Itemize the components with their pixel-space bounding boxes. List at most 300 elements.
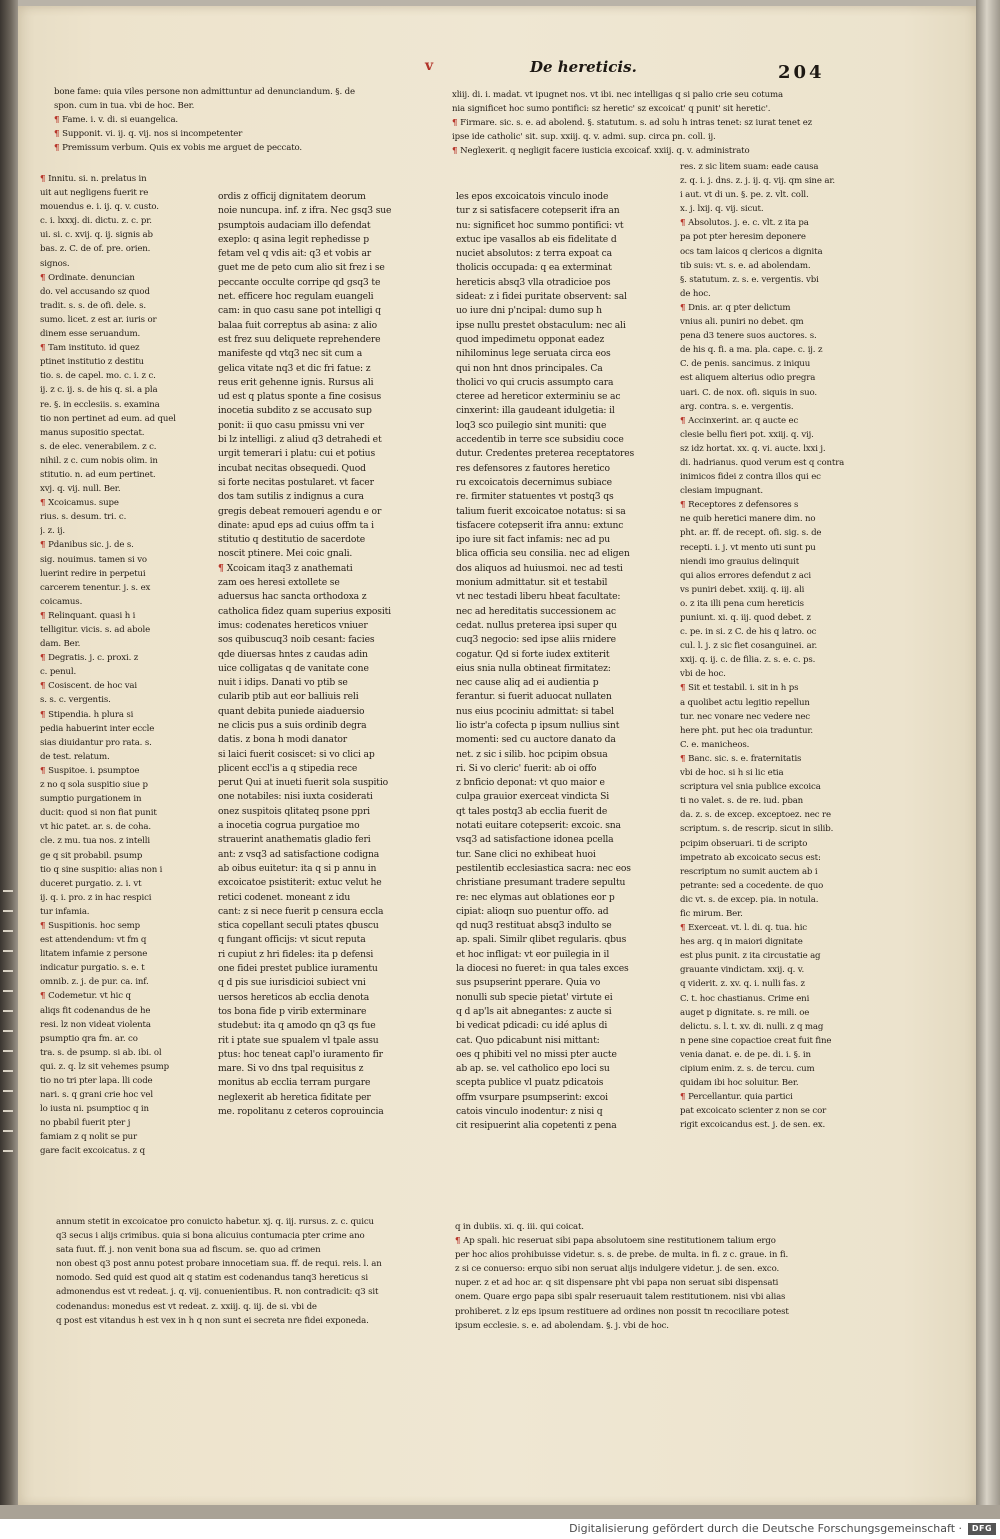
text-line: one fidei prestet publice iuramentu — [218, 963, 378, 975]
text-line: ab oibus euitetur: ita q si p annu in — [218, 862, 377, 874]
text-line: aduersus hac sancta orthodoxa z — [218, 591, 367, 603]
text-line: tholicis occupada: q ea exterminat — [456, 262, 612, 274]
text-line: rit i ptate sue spualem vl tpale assu — [218, 1034, 379, 1046]
text-line: notati euitare cotepserit: excoic. sna — [456, 820, 621, 832]
text-line: tio. s. de capel. mo. c. i. z c. — [40, 371, 156, 382]
text-line: pht. ar. ff. de recept. ofi. sig. s. de — [680, 528, 822, 539]
text-line: bi vedicat pdicadi: cu idé aplus di — [456, 1020, 608, 1032]
text-line: duceret purgatio. z. i. vt — [40, 878, 142, 889]
text-line: one notabiles: nisi iuxta cosiderati — [218, 791, 373, 803]
text-line: nonulli sub specie pietat' virtute ei — [456, 991, 613, 1003]
ruler-tick — [3, 1130, 13, 1132]
text-line-content: Stipendia. h plura si — [48, 709, 134, 720]
text-line: ducit: quod si non fiat punit — [40, 808, 157, 819]
text-line: est attendendum: vt fm q — [40, 935, 147, 946]
text-line: coicamus. — [40, 596, 83, 607]
text-line: tur infamia. — [40, 906, 90, 917]
text-line: ordis z officij dignitatem deorum — [218, 191, 366, 202]
text-line: here pht. put hec oia traduntur. — [680, 725, 814, 736]
scan-left-edge — [0, 0, 18, 1539]
text-line: retici codenet. moneant z idu — [218, 891, 351, 903]
text-line: C. t. hoc chastianus. Crime eni — [680, 993, 810, 1004]
text-line: est plus punit. z ita circustatie ag — [680, 951, 821, 962]
text-line: nari. s. q grani crie hoc vel — [40, 1090, 153, 1101]
text-line: ptus: hoc teneat capl'o iuramento fir — [218, 1048, 383, 1060]
text-line: c. i. lxxxj. di. dictu. z. c. pr. — [40, 216, 152, 227]
text-line: cul. l. j. z sic fiet cosanguinei. ar. — [680, 641, 818, 652]
paragraph-mark-icon: ¶ — [40, 991, 49, 1002]
text-line: cle. z mu. tua nos. z intelli — [40, 836, 150, 847]
text-line — [54, 113, 449, 127]
text-line: est aliquem alterius odio pregra — [680, 373, 816, 384]
paragraph-mark-icon: ¶ — [680, 302, 689, 313]
text-line: aliqs fit codenandus de he — [40, 1005, 151, 1016]
text-line: cedat. nullus preterea ipsi super qu — [456, 619, 617, 631]
text-line: clesie bellu fieri pot. xxiij. q. vij. — [680, 429, 814, 440]
text-line: nuit i idips. Danati vo ptib se — [218, 677, 348, 689]
text-line: cularib ptib aut eor balliuis reli — [218, 691, 359, 703]
text-line: grauante vindictam. xxij. q. v. — [680, 965, 805, 976]
text-line-content: Fame. i. v. di. si euangelica. — [62, 115, 179, 126]
text-line: delictu. s. l. t. xv. di. nulli. z q mag — [680, 1021, 824, 1032]
text-line-content: Banc. sic. s. e. fraternitatis — [688, 753, 802, 764]
ruler-tick — [3, 1070, 13, 1072]
text-line: plicent eccl'is a q stipedia rece — [218, 762, 358, 774]
text-line: ferantur. si fuerit aduocat nullaten — [456, 691, 612, 703]
text-line: nuper. z et ad hoc ar. q sit dispensare pht vbi papa non seruat sibi dispensati — [455, 1278, 779, 1289]
text-line-content: Supponit. vi. ij. q. vij. nos si incompetenter — [62, 129, 243, 140]
text-line — [40, 708, 205, 722]
text-line: rius. s. desum. tri. c. — [40, 512, 127, 523]
text-line: q d pis sue iurisdicioi subiect vni — [218, 977, 366, 989]
text-line: §. statutum. z. s. e. vergentis. vbi — [680, 274, 819, 285]
text-line: qui. z. q. lz sit vehemes psump — [40, 1061, 169, 1072]
text-line: codenandus: monedus est vt redeat. z. xxiij. q. iij. de si. vbi de — [56, 1301, 317, 1312]
paragraph-mark-icon: ¶ — [40, 920, 49, 931]
text-line: eius snia nulla obtineat firmitatez: — [456, 662, 611, 674]
text-line: sideat: z i fidei puritate observent: sal — [456, 291, 627, 303]
text-line-content: Suspitoe. i. psumptoe — [48, 765, 140, 776]
text-line: hes arg. q in maiori dignitate — [680, 937, 803, 948]
paragraph-mark-icon: ¶ — [54, 143, 63, 154]
dfg-logo: DFG — [968, 1523, 996, 1535]
text-line: monium admittatur. sit et testabil — [456, 577, 608, 589]
paragraph-mark-icon: ¶ — [452, 146, 461, 157]
ruler-tick — [3, 1090, 13, 1092]
text-line: stitutio. n. ad eum pertinet. — [40, 469, 156, 480]
text-line: a inocetia cogrua purgatioe mo — [218, 820, 360, 832]
text-line: perut Qui at inueti fuerit sola suspitio — [218, 777, 389, 789]
text-line: ipse ide catholic' sit. sup. xxiij. q. v. admi. sup. circa pn. coll. ij. — [452, 132, 716, 143]
text-line: x. j. lxij. q. vij. sicut. — [680, 204, 764, 215]
text-line-content: Ordinate. denuncian — [48, 272, 135, 283]
text-line: extuc ipe vasallos ab eis fidelitate d — [456, 233, 617, 245]
text-line: bas. z. C. de of. pre. orien. — [40, 244, 151, 255]
paragraph-mark-icon: ¶ — [680, 415, 689, 426]
text-line: cipiat: alioqn suo puentur offo. ad — [456, 905, 609, 917]
text-line: quidam ibi hoc soluitur. Ber. — [680, 1078, 799, 1089]
text-line: ipse nullu prestet obstaculum: nec ali — [456, 319, 626, 331]
running-title: De hereticis. — [530, 58, 637, 76]
text-line: gelica vitate nq3 et dic fri fatue: z — [218, 362, 371, 374]
text-line — [680, 301, 880, 315]
ruler-tick — [3, 890, 13, 892]
text-line: scepta publice vl puatz pdicatois — [456, 1077, 604, 1089]
digitization-footer — [0, 1519, 1000, 1539]
text-line: nomodo. Sed quid est quod ait q statim est codenandus tanq3 hereticus si — [56, 1273, 369, 1284]
text-line — [54, 127, 449, 141]
text-line: dutur. Credentes preterea receptatores — [456, 448, 635, 460]
text-line-content: Relinquant. quasi h i — [48, 610, 136, 621]
text-line: ri. Si vo cleric' fuerit: ab oi offo — [456, 762, 597, 774]
text-line: psumptio qra fm. ar. co — [40, 1033, 138, 1044]
text-line: z si ce conuerso: erquo sibi non seruat alijs indulgere videtur. j. de sen. exco. — [455, 1264, 780, 1275]
text-line: pa pot pter heresim deponere — [680, 232, 806, 243]
text-line: s. de elec. venerabilem. z c. — [40, 441, 157, 452]
text-line: n pene sine copactioe creat fuit fine — [680, 1035, 832, 1046]
text-line: ne quib heretici manere dim. no — [680, 514, 816, 525]
text-line: imus: codenates hereticos vniuer — [218, 619, 368, 631]
paragraph-mark-icon: ¶ — [680, 923, 689, 934]
gloss-top-left — [54, 85, 449, 175]
text-line: q post est vitandus h est vex in h q non sunt ei secreta nre fidei exponeda. — [56, 1315, 369, 1326]
text-line: arg. contra. s. e. vergentis. — [680, 401, 794, 412]
text-line: noie nuncupa. inf. z ifra. Nec gsq3 sue — [218, 205, 392, 217]
text-line: noscit ptinere. Mei coic gnali. — [218, 548, 353, 560]
text-line: manus supositio spectat. — [40, 427, 145, 438]
ruler-tick — [3, 1150, 13, 1152]
text-line: psumptois audaciam illo defendat — [218, 219, 371, 231]
text-line: cipium enim. z. s. de tercu. cum — [680, 1064, 815, 1074]
text-line: scriptum. s. de rescrip. sicut in silib. — [680, 824, 834, 835]
text-line: sumo. licet. z est ar. iuris or — [40, 314, 157, 325]
text-line: ipsum ecclesie. s. e. ad abolendam. §. j. vbi de hoc. — [455, 1320, 669, 1331]
text-line: peccante occulte corripe qd gsq3 te — [218, 276, 381, 288]
text-line: oes q phibiti vel no missi pter aucte — [456, 1048, 617, 1060]
gloss-left-column — [40, 172, 205, 1222]
text-line: mare. Si vo dns tpal requisitus z — [218, 1063, 364, 1075]
text-line-content: Percellantur. quia partici — [688, 1092, 793, 1103]
text-line: sus psupserint pperare. Quia vo — [456, 977, 601, 989]
text-line: vsq3 ad satisfactione idonea pcella — [456, 834, 614, 846]
text-line: ap. spali. Similr qlibet regularis. qbus — [456, 934, 627, 946]
text-line: uo iure dni p'ncipal: dumo sup h — [456, 305, 602, 317]
text-line: vs puniri debet. xxiij. q. iij. ali — [680, 584, 805, 595]
ruler-tick — [3, 990, 13, 992]
text-line: strauerint anathematis gladio feri — [218, 834, 371, 846]
main-text-column-left — [218, 190, 446, 1225]
text-line: pcipim obseruari. ti de scripto — [680, 838, 808, 849]
text-line: z no q sola suspitio siue p — [40, 780, 148, 791]
text-line — [40, 271, 205, 285]
funding-notice: Digitalisierung gefördert durch die Deutsche Forschungsgemeinschaft · — [569, 1522, 962, 1535]
text-line: z bnficio deponat: vt quo maior e — [456, 777, 605, 789]
text-line-content: Exerceat. vt. l. di. q. tua. hic — [688, 923, 807, 934]
text-line: litatem infamie z persone — [40, 949, 148, 960]
text-line: tur. Sane clici no exhibeat huoi — [456, 848, 596, 860]
text-line: dos aliquos ad huiusmoi. nec ad testi — [456, 562, 623, 574]
text-line: nu: significet hoc summo pontifici: vt — [456, 219, 624, 231]
text-line: gare facit excoicatus. z q — [40, 1146, 145, 1157]
text-line: christiane presumant tradere sepultu — [456, 877, 626, 889]
text-line-content: Dnis. ar. q pter delictum — [688, 302, 791, 313]
paragraph-mark-icon: ¶ — [40, 540, 49, 551]
text-line: ri cupiut z hri fideles: ita p defensi — [218, 948, 374, 960]
text-line: lo iusta ni. psumptioc q in — [40, 1104, 149, 1115]
text-line: luerint redire in perpetui — [40, 568, 146, 579]
text-line — [452, 144, 882, 158]
text-line: j. z. ij. — [40, 526, 65, 537]
text-line-content: Xcoicamus. supe — [48, 498, 119, 509]
text-line: me. ropolitanu z ceteros coprouincia — [218, 1106, 384, 1117]
text-line: admonendus est vt redeat. j. q. vij. conuenientibus. R. non contradicit: q3 sit — [56, 1287, 379, 1298]
text-line — [680, 681, 880, 695]
text-line: et hoc infligat: vt eor puilegia in il — [456, 948, 610, 960]
text-line: manifeste qd vtq3 nec sit cum a — [218, 348, 363, 360]
main-text-column-right — [456, 190, 674, 1200]
text-line: pedia habuerint inter eccle — [40, 723, 155, 734]
text-line: vt nec testadi liberu hbeat facultate: — [456, 591, 621, 603]
text-line — [40, 496, 205, 510]
text-line: cit resipuerint alia copetenti z pena — [456, 1120, 617, 1132]
text-line: non obest q3 post annu potest probare innocetiam sua. ff. de requi. reis. l. an — [56, 1259, 382, 1270]
text-line: fetam vel q vdis ait: q3 et vobis ar — [218, 248, 372, 260]
text-line: res. z sic litem suam: eade causa — [680, 162, 819, 172]
gloss-right-column — [680, 160, 880, 1220]
text-line — [40, 538, 205, 552]
text-line: quant debita puniede aiaduersio — [218, 705, 365, 717]
folio-number: 204 — [778, 62, 825, 83]
text-line — [680, 216, 880, 230]
text-line: catois vinculo inodentur: z nisi q — [456, 1106, 603, 1117]
text-line: cat. Quo pdicabunt nisi mittant: — [456, 1034, 600, 1046]
text-line-content: Ap spali. hic reseruat sibi papa absolutoem sine restitutionem talium ergo — [463, 1236, 776, 1247]
paragraph-mark-icon: ¶ — [40, 681, 49, 692]
text-line-content: Neglexerit. q negligit facere iusticia excoicaf. xxiij. q. v. administrato — [460, 146, 750, 157]
text-line: studebut: ita q amodo qn q3 qs fue — [218, 1020, 376, 1032]
text-line: cant: z si nece fuerit p censura eccla — [218, 905, 384, 917]
text-line: vt hic patet. ar. s. de coha. — [40, 822, 151, 833]
text-line: re. §. in ecclesiis. s. examina — [40, 399, 160, 410]
text-line — [40, 989, 205, 1003]
text-line: cinxerint: illa gaudeant idulgetia: il — [456, 405, 615, 417]
text-line: cam: in quo casu sane pot intelligi q — [218, 305, 381, 317]
text-line: lio istr'a cofecta p ipsum nullius sint — [456, 719, 620, 731]
text-line: qt tales postq3 ab ecclia fuerit de — [456, 805, 608, 817]
paragraph-mark-icon: ¶ — [680, 753, 689, 764]
text-line: culpa grauior exerceat vindicta Si — [456, 791, 610, 803]
text-line: loq3 sco puilegio sint muniti: que — [456, 419, 607, 431]
text-line: de his q. fi. a ma. pla. cape. c. ij. z — [680, 345, 823, 356]
text-line: quod impedimetu opponat eadez — [456, 333, 605, 345]
text-line: tur z si satisfacere cotepserit ifra an — [456, 205, 620, 217]
text-line — [40, 679, 205, 693]
text-line: guet me de peto cum alio sit frez i se — [218, 262, 385, 274]
text-line: dos tam sutilis z indignus a cura — [218, 491, 364, 503]
text-line — [40, 919, 205, 933]
text-line: telligitur. vicis. s. ad abole — [40, 625, 151, 635]
text-line: ocs tam laicos q clericos a dignita — [680, 246, 823, 257]
text-line: omnib. z. j. de pur. ca. inf. — [40, 977, 149, 988]
text-line: fic mirum. Ber. — [680, 908, 743, 919]
paragraph-mark-icon: ¶ — [40, 765, 49, 776]
text-line: cteree ad hereticor exterminiu se ac — [456, 391, 621, 403]
paragraph-mark-icon: ¶ — [680, 500, 689, 511]
text-line — [54, 141, 449, 155]
text-line: rescriptum no sumit auctem ab i — [680, 866, 818, 877]
text-line: s. s. c. vergentis. — [40, 695, 111, 706]
text-line: c. penul. — [40, 667, 77, 678]
text-line: net. efficere hoc regulam euangeli — [218, 291, 374, 303]
text-line: onem. Quare ergo papa sibi spalr reseruauit talem restitutionem. nisi vbi alias — [455, 1292, 786, 1303]
text-line: nihilominus lege seruata circa eos — [456, 348, 611, 360]
text-line: datis. z bona h modi danator — [218, 734, 348, 746]
text-line: tib suis: vt. s. e. ad abolendam. — [680, 260, 811, 271]
text-line: sig. nouimus. tamen si vo — [40, 554, 147, 565]
text-line: si forte necitas postularet. vt facer — [218, 476, 374, 488]
text-line: per hoc alios prohibuisse videtur. s. s. de prebe. de multa. in fi. z c. graue. in fi. — [455, 1250, 789, 1261]
gloss-bottom-right — [455, 1220, 885, 1350]
text-line: vnius ali. puniri no debet. qm — [680, 317, 804, 328]
ruler-tick — [3, 910, 13, 912]
text-line: re. firmiter statuentes vt postq3 qs — [456, 491, 614, 503]
text-line: uice colligatas q de vanitate cone — [218, 662, 369, 674]
text-line: la diocesi no fueret: in qua tales exces — [456, 963, 629, 975]
text-line: reus erit gehenne ignis. Rursus ali — [218, 376, 374, 388]
text-line: cogatur. Qd si forte iudex extiterit — [456, 648, 610, 660]
text-line: sz idz hortat. xx. q. vi. aucte. lxxi j. — [680, 443, 826, 454]
text-line: uersos hereticos ab ecclia denota — [218, 991, 370, 1003]
paragraph-mark-icon: ¶ — [40, 653, 49, 664]
text-line: ptinet institutio z destitu — [40, 357, 144, 368]
paragraph-mark-icon: ¶ — [40, 498, 49, 509]
text-line: vbi de hoc. — [680, 669, 726, 680]
text-line: pena d3 tenere suos auctores. s. — [680, 331, 817, 342]
text-line: re: nec elymas aut oblationes eor p — [456, 891, 615, 903]
text-line: q in dubiis. xi. q. iii. qui coicat. — [455, 1222, 584, 1232]
text-line: indicatur purgatio. s. e. t — [40, 963, 145, 974]
text-line-content: Cosiscent. de hoc vai — [48, 681, 137, 692]
text-line: xliij. di. i. madat. vt ipugnet nos. vt ibi. nec intelligas q si palio crie seu cotuma — [452, 90, 783, 100]
text-line: tisfacere cotepserit ifra annu: extunc — [456, 519, 624, 531]
text-line — [455, 1234, 885, 1248]
text-line: bi lz intelligi. z aliud q3 detrahedi et — [218, 434, 382, 446]
text-line: nec cause aliq ad ei audientia p — [456, 677, 599, 689]
text-line: i aut. vt di un. §. pe. z. vlt. coll. — [680, 190, 809, 201]
ruler-tick — [3, 1050, 13, 1052]
text-line: uari. C. de nox. ofi. siquis in suo. — [680, 387, 818, 398]
text-line: nihil. z c. cum nobis olim. in — [40, 455, 158, 466]
text-line: cuq3 negocio: sed ipse aliis rnidere — [456, 634, 616, 646]
text-line — [40, 341, 205, 355]
text-line: inocetia subdito z se accusato sup — [218, 405, 372, 417]
text-line: onez suspitois qlitateq psone ppri — [218, 805, 370, 817]
text-line: pestilentib ecclesiastica sacra: nec eos — [456, 862, 631, 874]
text-line: nia significet hoc sumo pontifici: sz heretic' sz excoicat' q punit' sit heretic'. — [452, 104, 771, 115]
text-line: impetrato ab excoicato secus est: — [680, 852, 821, 863]
ruler-tick — [3, 1110, 13, 1112]
gloss-bottom-left — [56, 1215, 451, 1365]
text-line: exeplo: q asina legit rephedisse p — [218, 233, 369, 245]
text-line: ij. q. i. pro. z in hac respici — [40, 892, 152, 903]
paragraph-mark-icon: ¶ — [40, 174, 49, 184]
text-line: accedentib in terre sce subsidiu coce — [456, 434, 624, 446]
ruler-tick — [3, 930, 13, 932]
text-line: de hoc. — [680, 288, 711, 299]
text-line: famiam z q nolit se pur — [40, 1132, 138, 1143]
paragraph-mark-icon: ¶ — [218, 562, 227, 574]
text-line: tra. s. de psump. si ab. ibi. ol — [40, 1047, 162, 1058]
text-line: a quolibet actu legitio repellun — [680, 697, 810, 708]
text-line: incubat necitas obsequedi. Quod — [218, 462, 366, 474]
text-line — [680, 752, 880, 766]
text-line: sos quibuscuq3 noib cesant: facies — [218, 634, 375, 646]
text-line: C. de penis. sancimus. z iniquu — [680, 359, 811, 370]
text-line: xxij. q. ij. c. de filia. z. s. e. c. ps. — [680, 655, 816, 666]
text-line: auget p dignitate. s. re mili. oe — [680, 1007, 810, 1018]
text-line: tio no tri pter lapa. lli code — [40, 1076, 153, 1086]
text-line: ij. z c. ij. s. de his q. si. a pla — [40, 385, 158, 396]
text-line: resi. lz non videat violenta — [40, 1019, 151, 1030]
text-line: gregis debeat remoueri agendu e or — [218, 505, 382, 517]
text-line: sata fuut. ff. j. non venit bona sua ad fiscum. se. quo ad crimen — [56, 1245, 321, 1256]
text-line: ui. si. c. xvij. q. ij. signis ab — [40, 230, 153, 241]
paragraph-mark-icon: ¶ — [680, 218, 689, 229]
text-line-content: Codemetur. vt hic q — [48, 991, 131, 1002]
text-line-content: Xcoicam itaq3 z anathemati — [226, 562, 353, 574]
text-line — [40, 764, 205, 778]
text-line: bone fame: quia viles persone non admittuntur ad denunciandum. §. de — [54, 87, 355, 97]
text-line: ant: z vsq3 ad satisfactione codigna — [218, 848, 380, 860]
text-line: ge q sit probabil. psump — [40, 850, 143, 861]
paragraph-mark-icon: ¶ — [40, 343, 49, 354]
text-line: xvj. q. vij. null. Ber. — [40, 484, 121, 495]
paragraph-mark-icon: ¶ — [54, 115, 63, 126]
paragraph-mark-icon: ¶ — [680, 1092, 689, 1103]
text-line: no pbabil fuerit pter j — [40, 1118, 131, 1129]
text-line: les epos excoicatois vinculo inode — [456, 191, 609, 202]
text-line: petrante: sed a cocedente. de quo — [680, 880, 824, 891]
text-line: carcerem tenentur. j. s. ex — [40, 582, 151, 593]
text-line: tradit. s. s. de ofi. dele. s. — [40, 300, 147, 311]
text-line: q viderit. z. xv. q. i. nulli fas. z — [680, 979, 805, 990]
text-line: monitus ab ecclia terram purgare — [218, 1077, 371, 1089]
text-line: qde diuersas hntes z caudas adin — [218, 648, 368, 660]
text-line: dic vt. s. de excep. pia. in notula. — [680, 894, 819, 905]
paragraph-mark-icon: ¶ — [54, 129, 63, 140]
text-line-content: Sit et testabil. i. sit in h ps — [688, 683, 799, 694]
text-line — [680, 498, 880, 512]
text-line: puniunt. xi. q. iij. quod debet. z — [680, 613, 811, 623]
text-line-content: Absolutos. j. e. c. vlt. z ita pa — [688, 218, 809, 229]
text-line-content: Firmare. sic. s. e. ad abolend. §. statutum. s. ad solu h intras tenet: sz iurat tenet ez — [460, 118, 813, 129]
paragraph-mark-icon: ¶ — [452, 118, 461, 129]
text-line — [452, 116, 882, 130]
text-line: ab ap. se. vel catholico epo loci su — [456, 1063, 610, 1075]
text-line: stica copellant seculi ptates qbuscu — [218, 920, 379, 932]
text-line: pat excoicato scienter z non se cor — [680, 1106, 827, 1117]
text-line: ud est q platus sponte a fine cosisus — [218, 391, 382, 403]
text-line: ne clicis pus a suis ordinib degra — [218, 719, 367, 731]
text-line — [40, 172, 205, 186]
text-line: dam. Ber. — [40, 639, 81, 650]
text-line-content: Receptores z defensores s — [688, 500, 799, 511]
text-line: blica officia seu consilia. nec ad eligen — [456, 548, 630, 560]
text-line — [680, 414, 880, 428]
text-line: zam oes heresi extollete se — [218, 577, 340, 589]
text-line: talium fuerit excoicatoe notatus: si sa — [456, 505, 626, 517]
text-line: mouendus e. i. ij. q. v. custo. — [40, 202, 159, 213]
